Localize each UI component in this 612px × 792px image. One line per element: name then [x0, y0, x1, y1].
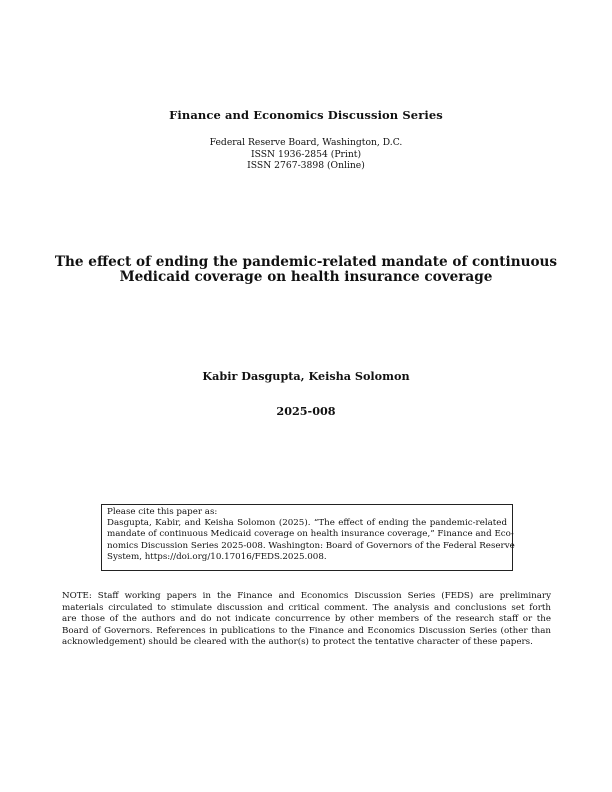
citation-heading: Please cite this paper as: — [107, 507, 218, 517]
note-line-5: acknowledgement) should be cleared with the author(s) to protect the tentative character of these papers. — [62, 637, 533, 648]
publisher-location: Federal Reserve Board, Washington, D.C. — [209, 137, 403, 148]
authors: Kabir Dasgupta, Keisha Solomon — [202, 369, 410, 383]
paper-title-line-2: Medicaid coverage on health insurance coverage — [119, 269, 493, 286]
series-title: Finance and Economics Discussion Series — [169, 108, 443, 122]
paper-number: 2025-008 — [276, 404, 336, 418]
note-line-2: materials circulated to stimulate discussion and critical comment. The analysis and conclusions set forth — [62, 602, 551, 613]
note-line-1: NOTE: Staff working papers in the Finance and Economics Discussion Series (FEDS) are preliminary — [62, 591, 551, 601]
citation-box — [101, 504, 513, 571]
issn-print: ISSN 1936-2854 (Print) — [250, 148, 362, 160]
citation-line-2: mandate of continuous Medicaid coverage on health insurance coverage,” Finance and Eco- — [107, 529, 514, 540]
publisher-block — [0, 137, 612, 172]
issn-online: ISSN 2767-3898 (Online) — [247, 160, 365, 172]
note-line-4: Board of Governors. References in publications to the Finance and Economics Discussion Series (other than — [62, 625, 551, 636]
disclaimer-note — [62, 591, 551, 649]
citation-line-3: nomics Discussion Series 2025-008. Washington: Board of Governors of the Federal Reserve — [107, 540, 515, 551]
note-line-3: are those of the authors and do not indicate concurrence by other members of the research staff or the — [62, 614, 551, 625]
paper-title — [40, 255, 572, 285]
paper-title-line-1: The effect of ending the pandemic-related mandate of continuous — [54, 254, 558, 270]
citation-doi: System, https://doi.org/10.17016/FEDS.2025.008. — [107, 551, 327, 562]
citation-line-1: Dasgupta, Kabir, and Keisha Solomon (2025). “The effect of ending the pandemic-related — [107, 518, 507, 529]
